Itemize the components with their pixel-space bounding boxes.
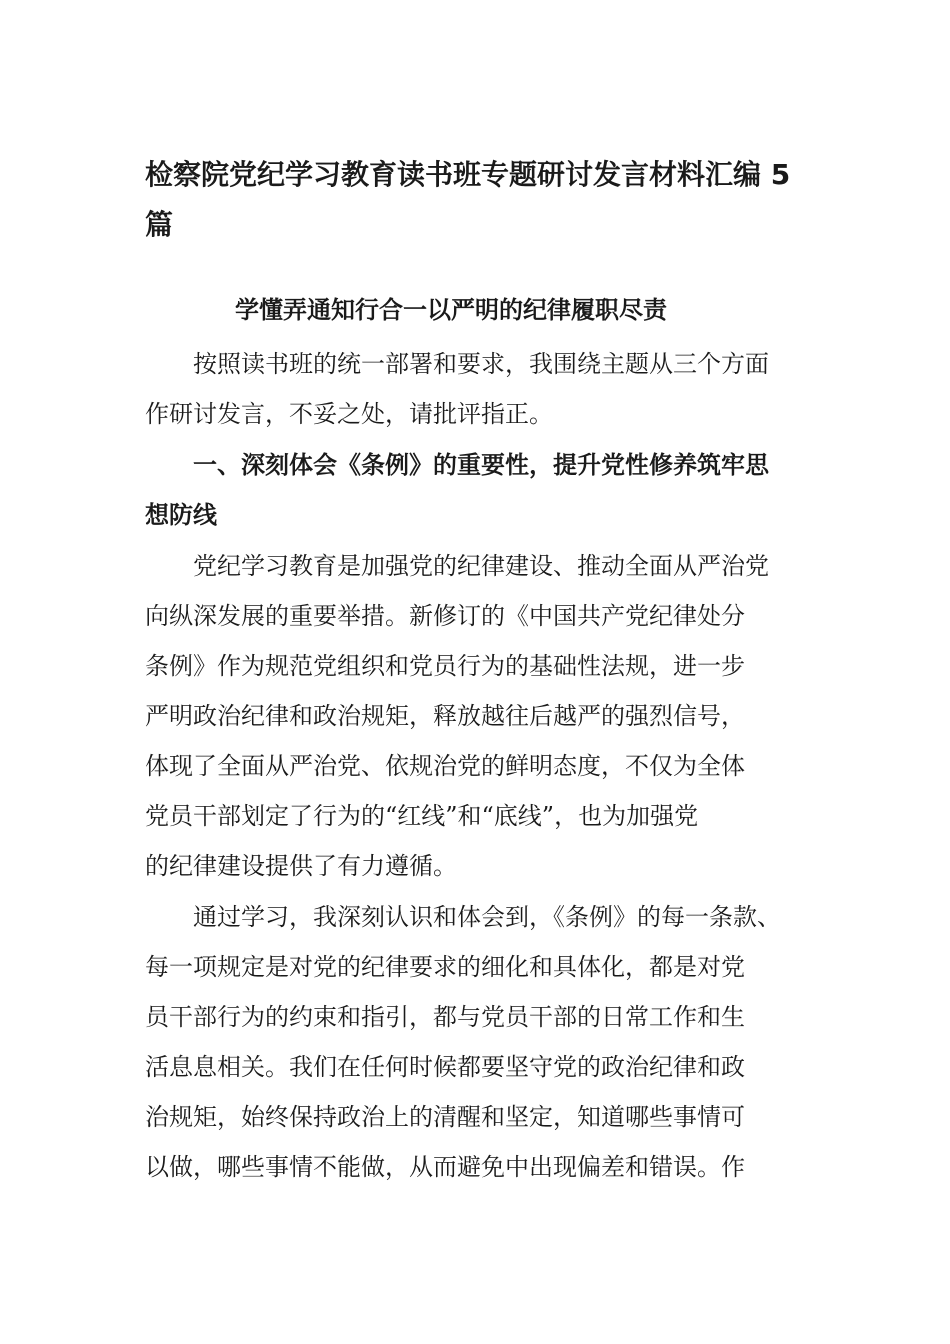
intro-paragraph: 按照读书班的统一部署和要求，我围绕主题从三个方面 作研讨发言，不妥之处，请批评指正。: [145, 350, 769, 428]
speech-subtitle: 学懂弄通知行合一以严明的纪律履职尽责: [235, 296, 667, 324]
document-title: 检察院党纪学习教育读书班专题研讨发言材料汇编 5 篇: [145, 158, 791, 241]
body-paragraph-1: 党纪学习教育是加强党的纪律建设、推动全面从严治党 向纵深发展的重要举措。新修订的《中国共产党纪律处分 条例》作为规范党组织和党员行为的基础性法规，进一步 严明政治纪律和政治规矩，释放越往后越严的强烈信号， 体现了全面从严治党、依规治党的鲜明态度，不仅为全体 党员干部划定了行为的“红线”和“底线”，也为加强党 的纪律建设提供了有力遵循。: [145, 552, 769, 880]
section-heading-1: 一、深刻体会《条例》的重要性，提升党性修养筑牢思 想防线: [145, 451, 769, 529]
body-paragraph-2: 通过学习，我深刻认识和体会到，《条例》的每一条款、 每一项规定是对党的纪律要求的细化和具体化，都是对党 员干部行为的约束和指引，都与党员干部的日常工作和生 活息息相关。我们在任何时候都要坚守党的政治纪律和政 治规矩，始终保持政治上的清醒和坚定，知道哪些事情可 以做，哪些事情不能做，从而避免中出现偏差和错误。作: [145, 903, 781, 1181]
